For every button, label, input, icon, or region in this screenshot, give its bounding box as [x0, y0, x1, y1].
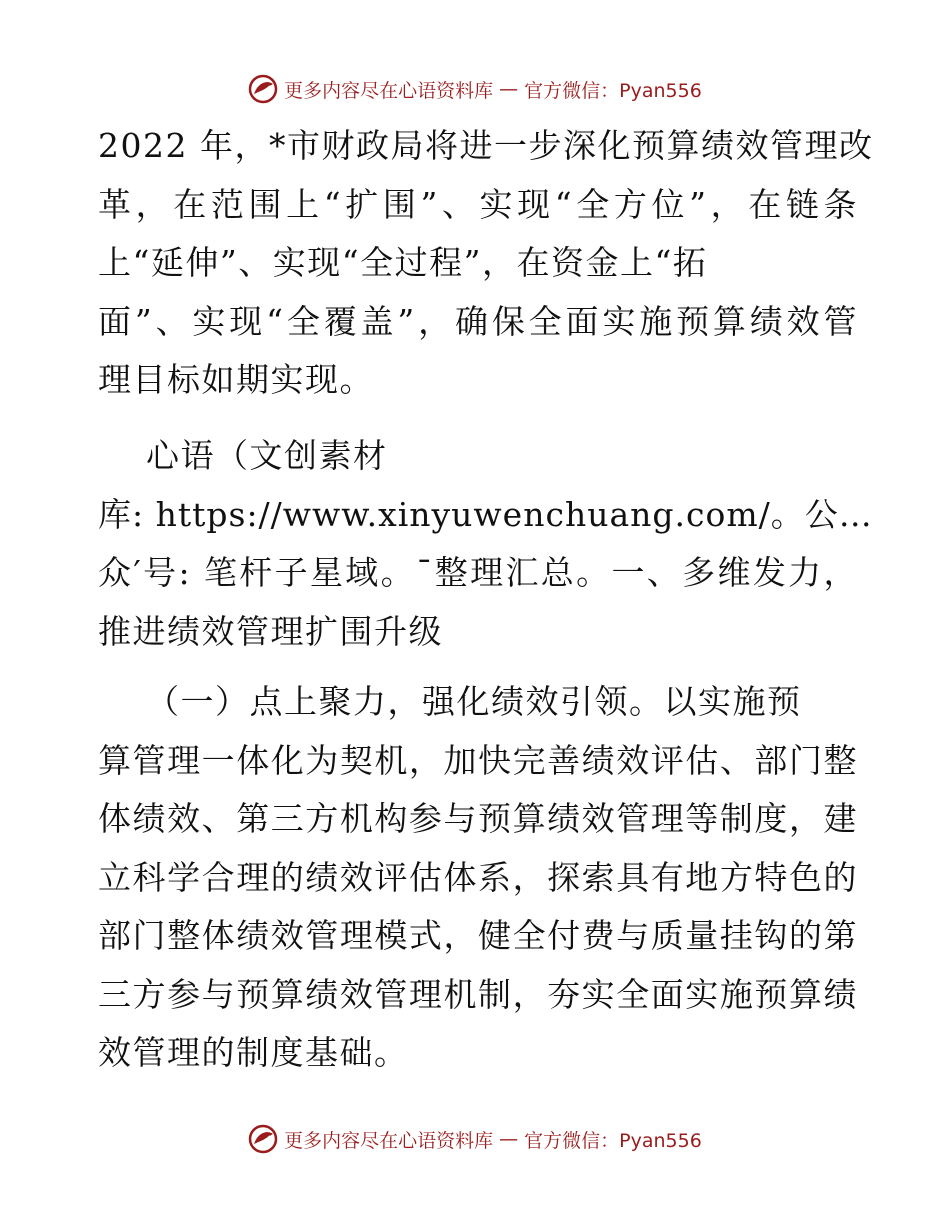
text-line: 2022 年，*市财政局将进一步深化预算绩效管理改 — [98, 126, 874, 165]
text-line: 上“延伸”、实现“全过程”，在资金上“拓 — [98, 243, 708, 282]
text-line: 算管理一体化为契机，加快完善绩效评估、部门整 — [98, 740, 858, 780]
text-line: 立科学合理的绩效评估体系，探索具有地方特色的 — [98, 857, 858, 897]
text-line: （一）点上聚力，强化绩效引领。以实施预 — [98, 682, 802, 721]
text-line: 部门整体绩效管理模式，健全付费与质量挂钩的第 — [98, 916, 858, 955]
text-line: 革，在范围上“扩围”、实现“全方位”，在链条 — [98, 184, 858, 224]
footer-banner-text: 更多内容尽在心语资料库 — [284, 1129, 494, 1152]
text-line: 心语（文创素材 — [98, 436, 388, 475]
header-watermark-banner — [0, 74, 950, 104]
brand-logo-icon — [248, 1124, 278, 1154]
header-banner-text: 更多内容尽在心语资料库 — [284, 79, 494, 102]
paragraph-2 — [98, 427, 873, 661]
footer-watermark-banner — [0, 1124, 950, 1154]
text-line: 效管理的制度基础。 — [98, 1033, 409, 1072]
text-line: 众′号: 笔杆子星域。¯整理汇总。一、多维发力， — [98, 553, 858, 592]
paragraph-3 — [98, 673, 858, 1083]
footer-banner-wechat: 官方微信：Pyan556 — [524, 1129, 702, 1152]
text-line: 三方参与预算绩效管理机制，夯实全面实施预算绩 — [98, 974, 858, 1014]
text-line: 体绩效、第三方机构参与预算绩效管理等制度，建 — [98, 799, 858, 838]
paragraph-1 — [98, 117, 874, 410]
footer-banner-dash: — — [499, 1128, 519, 1150]
text-line: 面”、实现“全覆盖”，确保全面实施预算绩效管 — [98, 301, 858, 341]
header-banner-wechat: 官方微信：Pyan556 — [524, 79, 702, 102]
header-banner-dash: — — [499, 78, 519, 100]
text-line: 库: https://www.xinyuwenchuang.com/。公… — [98, 494, 873, 534]
brand-logo-icon — [248, 74, 278, 104]
text-line: 推进绩效管理扩围升级 — [98, 611, 443, 651]
text-line: 理目标如期实现。 — [98, 360, 374, 399]
